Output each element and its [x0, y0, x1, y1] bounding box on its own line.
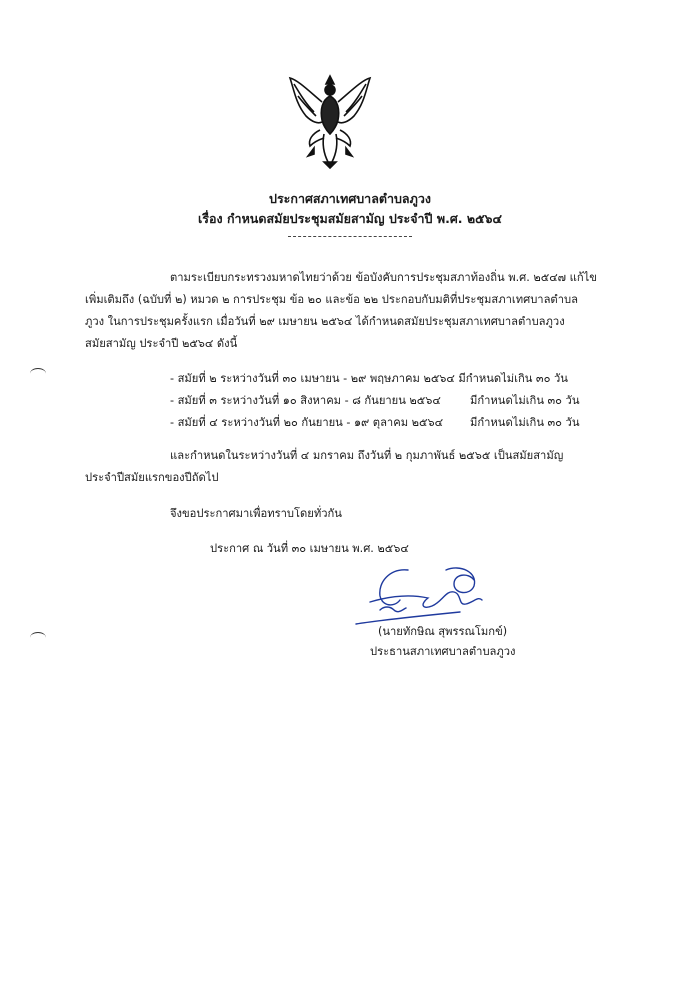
- session-3-limit: มีกำหนดไม่เกิน ๓๐ วัน: [470, 394, 580, 407]
- session-2: - สมัยที่ ๒ ระหว่างวันที่ ๓๐ เมษายน - ๒๙ พฤษภาคม ๒๕๖๔ มีกำหนดไม่เกิน ๓๐ วัน: [170, 372, 568, 385]
- signer-name: (นายทักษิณ สุพรรณโมกข์): [378, 625, 508, 638]
- title-divider: [288, 236, 412, 237]
- session-3: - สมัยที่ ๓ ระหว่างวันที่ ๑๐ สิงหาคม - ๘ กันยายน ๒๕๖๔: [170, 394, 441, 407]
- intro-line: เพิ่มเติมถึง (ฉบับที่ ๒) หมวด ๒ การประชุม ข้อ ๒๐ และข้อ ๒๒ ประกอบกับมติที่ประชุมสภาเทศบาลตำบล: [85, 293, 578, 306]
- punch-hole-mark: [30, 368, 46, 379]
- announcement-title: ประกาศสภาเทศบาลตำบลภูวง: [269, 191, 431, 206]
- garuda-emblem-icon: [284, 70, 376, 170]
- signature: [350, 560, 500, 632]
- announcement-subject: เรื่อง กำหนดสมัยประชุมสมัยสามัญ ประจำปี พ.ศ. ๒๕๖๔: [198, 211, 502, 226]
- first-session-line: ประจำปีสมัยแรกของปีถัดไป: [85, 471, 219, 484]
- intro-line: ภูวง ในการประชุมครั้งแรก เมื่อวันที่ ๒๙ เมษายน ๒๕๖๔ ได้กำหนดสมัยประชุมสภาเทศบาลตำบลภูวง: [85, 315, 565, 328]
- session-4-limit: มีกำหนดไม่เกิน ๓๐ วัน: [470, 416, 580, 429]
- session-4: - สมัยที่ ๔ ระหว่างวันที่ ๒๐ กันยายน - ๑๙ ตุลาคม ๒๕๖๔: [170, 416, 444, 429]
- first-session-line: และกำหนดในระหว่างวันที่ ๔ มกราคม ถึงวันที่ ๒ กุมภาพันธ์ ๒๕๖๕ เป็นสมัยสามัญ: [170, 449, 564, 462]
- closing-statement: จึงขอประกาศมาเพื่อทราบโดยทั่วกัน: [170, 507, 342, 520]
- intro-line: สมัยสามัญ ประจำปี ๒๕๖๔ ดังนี้: [85, 337, 238, 350]
- announcement-date: ประกาศ ณ วันที่ ๓๐ เมษายน พ.ศ. ๒๕๖๔: [210, 542, 409, 555]
- signer-position: ประธานสภาเทศบาลตำบลภูวง: [370, 645, 516, 658]
- punch-hole-mark: [30, 632, 46, 643]
- intro-line: ตามระเบียบกระทรวงมหาดไทยว่าด้วย ข้อบังคับการประชุมสภาท้องถิ่น พ.ศ. ๒๕๔๗ แก้ไข: [170, 271, 597, 284]
